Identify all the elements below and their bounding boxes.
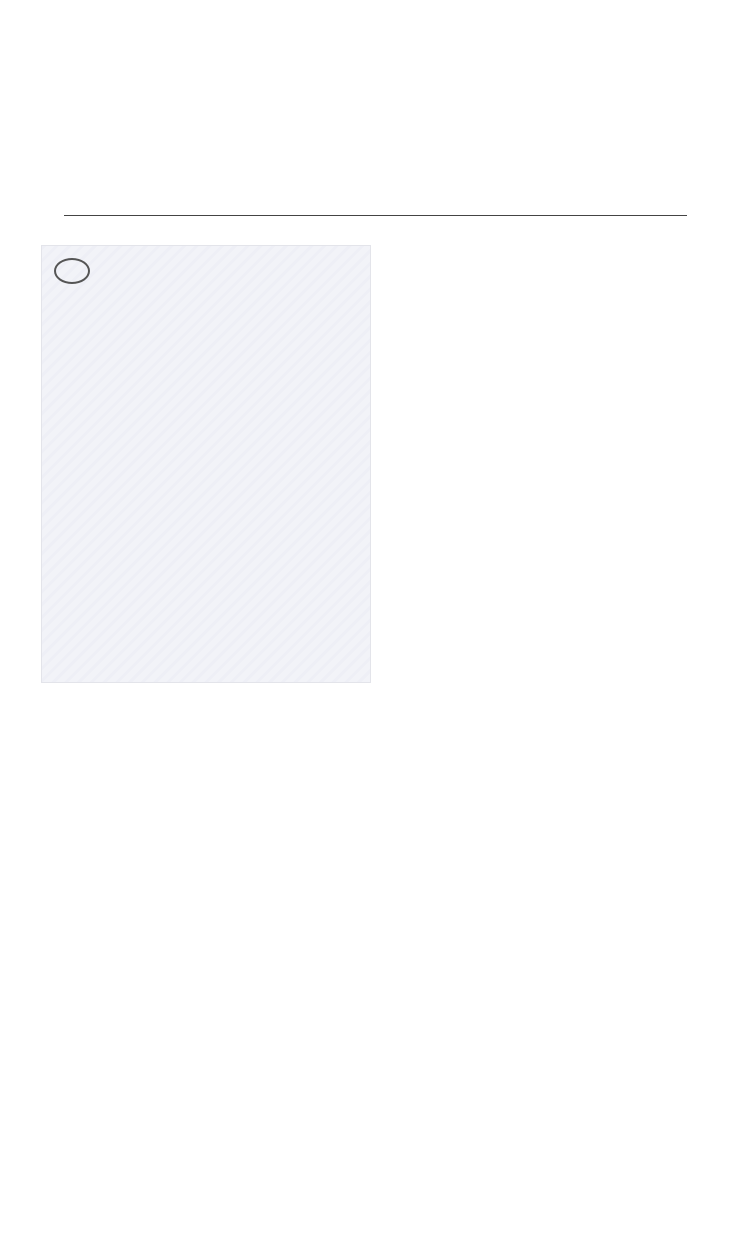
ccc-logo-icon [54, 258, 90, 284]
certificate-background [42, 246, 370, 682]
header-divider [64, 215, 687, 216]
issue-dates [86, 492, 91, 499]
certificate-card [41, 245, 371, 683]
